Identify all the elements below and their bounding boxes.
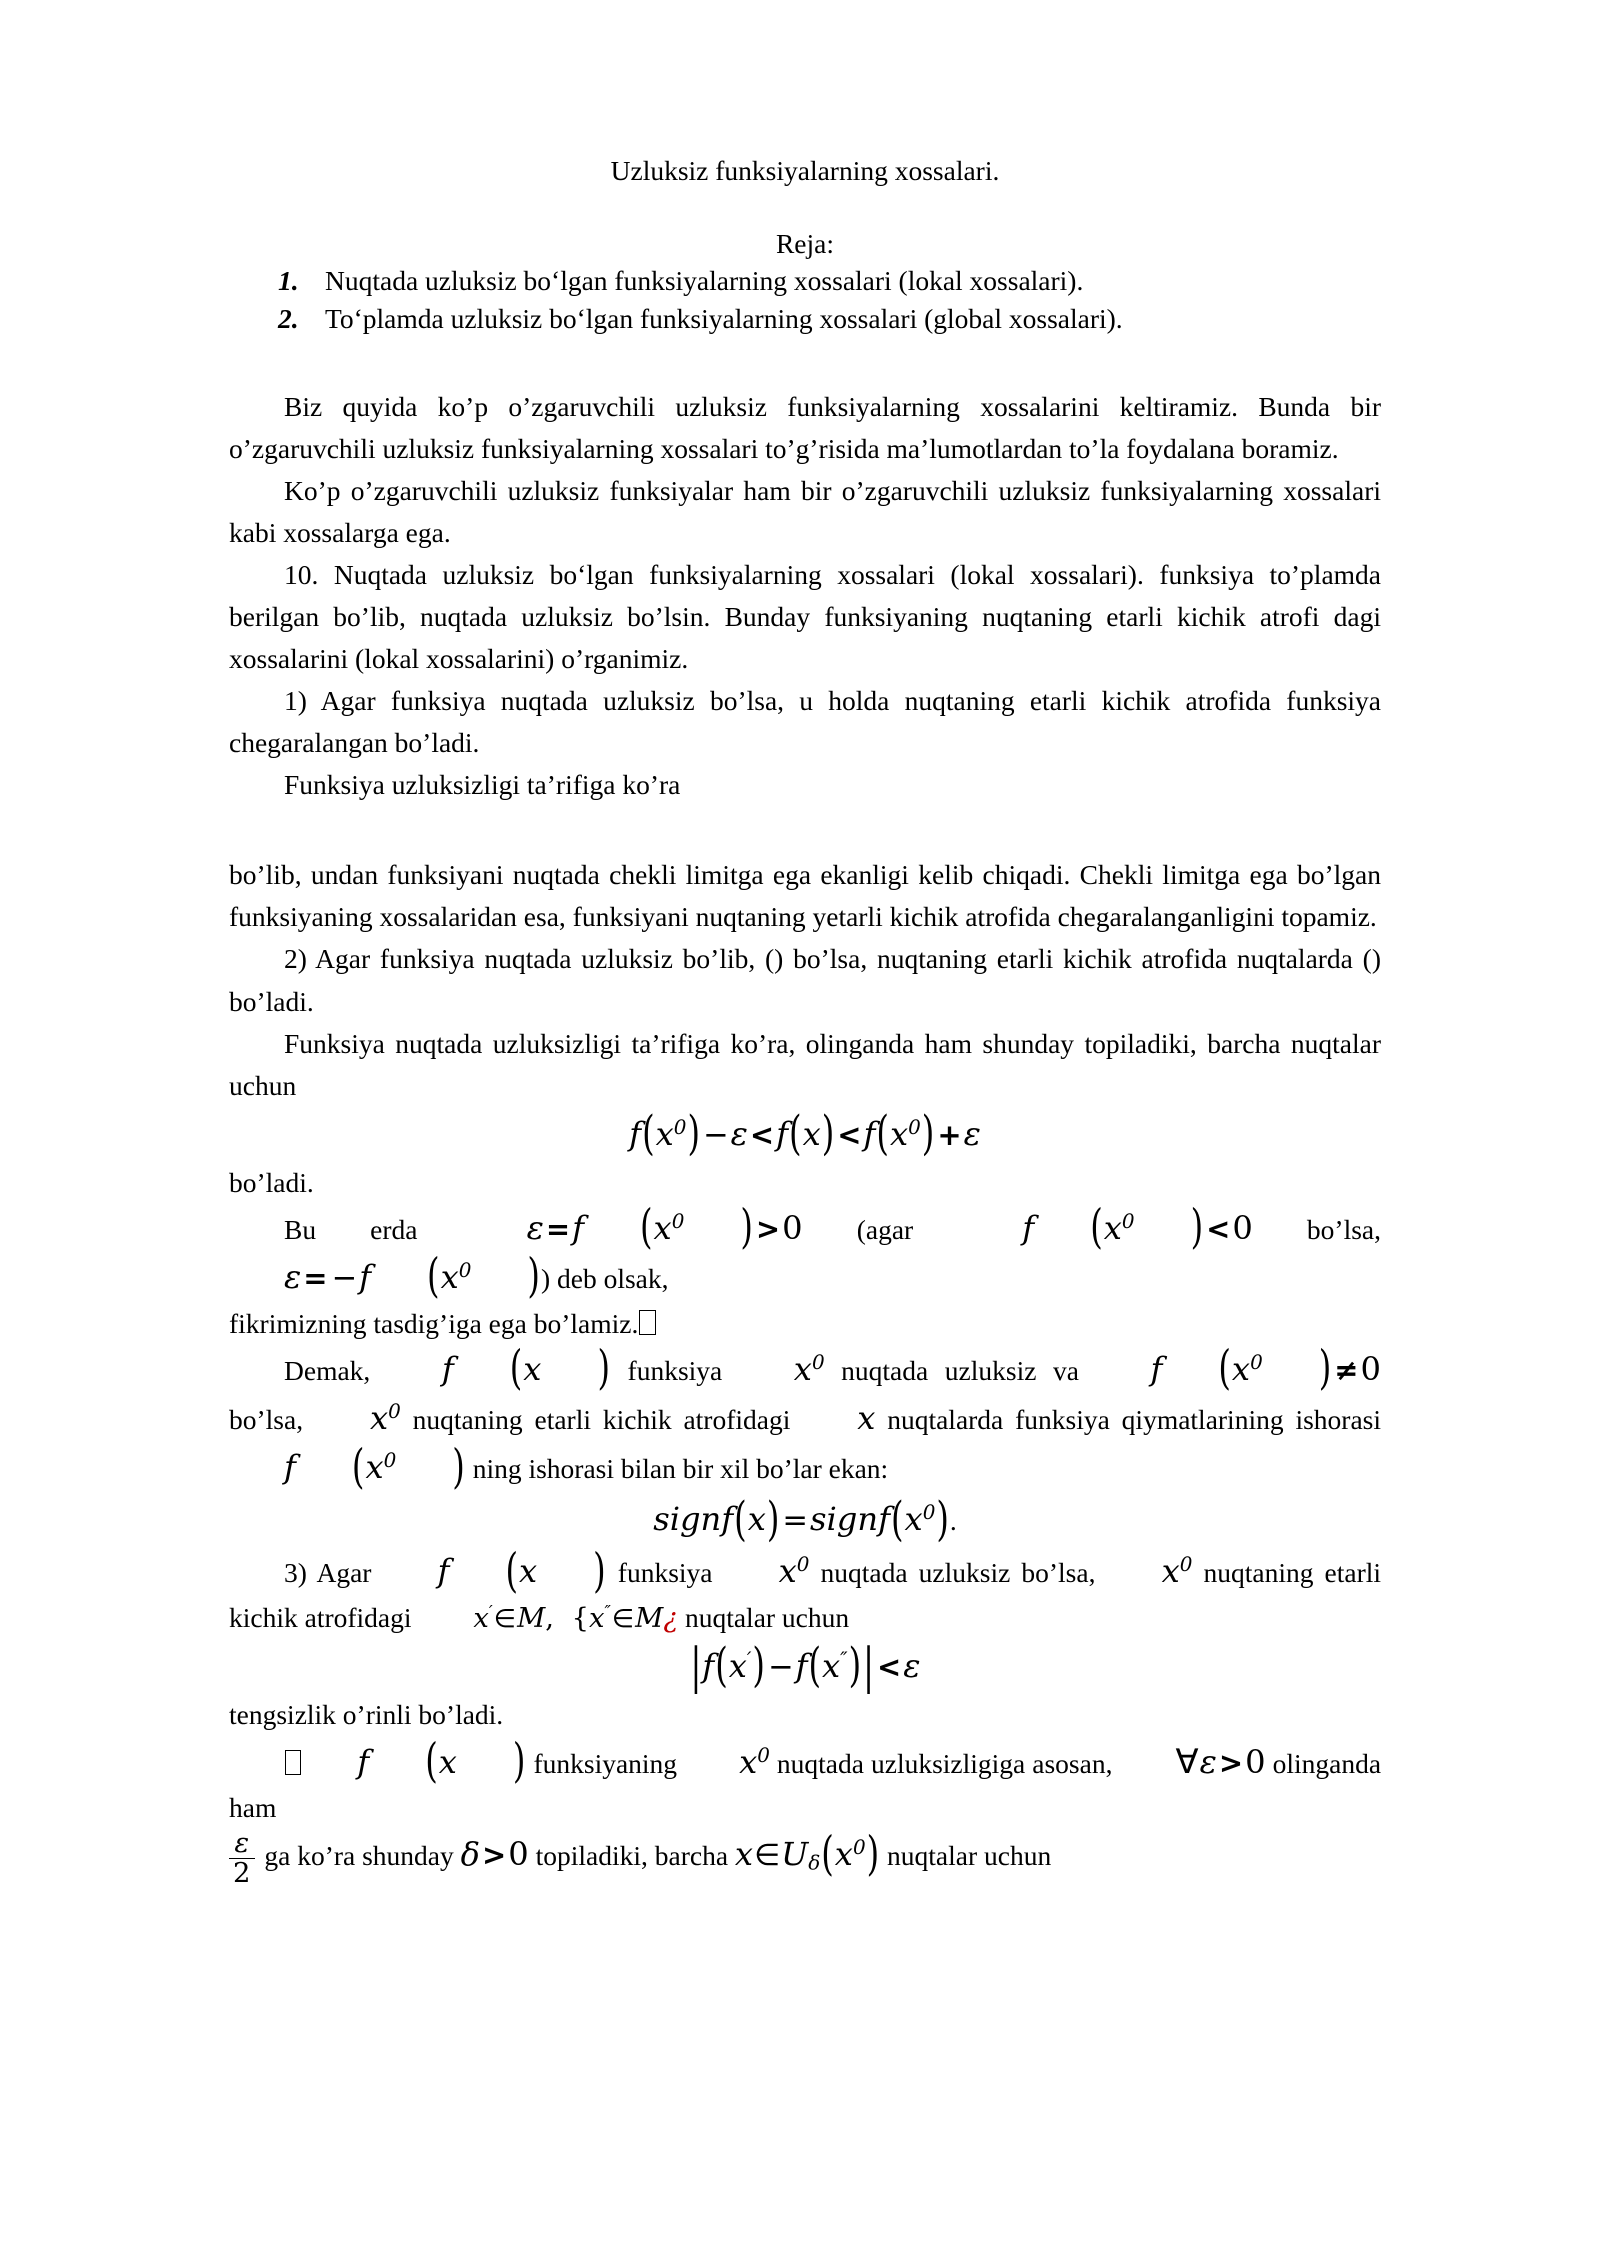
paragraph-demak: [229, 1340, 1382, 1494]
math-x-in-u-delta: $x\in U_\delta(x^0)$: [734, 1825, 880, 1881]
fraction-numerator: ε: [234, 1827, 250, 1860]
text-nuqtada-final: nuqtada uzluksizligiga asosan,: [776, 1747, 1113, 1779]
reja-list: [229, 262, 1381, 337]
text-agar: (agar: [856, 1213, 914, 1245]
math-fraction-epsilon-over-two: [229, 1829, 255, 1888]
text-topiladiki: topiladiki, barcha: [535, 1840, 729, 1872]
math-f-of-x-final: f (x ): [357, 1733, 526, 1789]
text-fikrimizning: fikrimizning tasdig’iga ega bo’lamiz.: [229, 1307, 639, 1339]
math-expression: $f(x^0)-\varepsilon<f(x) <f(x^0) +\varepsilon$: [629, 1105, 981, 1161]
math-signf: $signf(x)=signf(x^0)$: [653, 1491, 949, 1547]
math-f-x-zero: f ($x^0$ ): [284, 1438, 465, 1494]
equation-epsilon-bounds: [229, 1107, 1381, 1162]
text-funksiyaning: funksiyaning: [533, 1747, 678, 1779]
text-funksiya: funksiya: [627, 1354, 723, 1386]
text-funksiya-3: funksiya: [617, 1557, 713, 1589]
equation-period: .: [949, 1505, 957, 1537]
paragraph-section-10: 10. Nuqtada uzluksiz bo‘lgan funksiyalarning xossalari (lokal xossalari). funksiya to’plamda berilgan bo’lib, nuqtada uzluksiz bo’lsin. Bunday funksiyaning nuqtaning etarli kichik atrofi dagi xossalarini (lokal xossalarini) o’rganimiz.: [229, 558, 1381, 675]
paragraph-epsilon-def: Funksiya nuqtada uzluksizligi ta’rifiga ko’ra, olinganda ham shunday topiladiki, barcha nuqtalar uchun: [229, 1027, 1381, 1101]
math-x-zero-4: $x^0$: [1161, 1552, 1193, 1591]
paragraph-multivar: Ko’p o’zgaruvchili uzluksiz funksiyalar ham bir o’zgaruvchili uzluksiz funksiyalarning xossalari kabi xossalarga ega.: [229, 474, 1381, 548]
text-olinganda-ham: olinganda ham: [229, 1747, 1382, 1824]
list-item-marker: 1.: [278, 265, 299, 297]
text-atrofidagi: atrofidagi: [304, 1601, 412, 1633]
text-bu-erda: Bu erda: [284, 1213, 418, 1245]
document-body: [229, 150, 1381, 1888]
math-x-prime-set: x′∈M, {x″∈M¿: [473, 1601, 679, 1634]
text-3-agar: 3) Agar: [284, 1557, 372, 1589]
math-epsilon-neg: ε= −f ($x^0$ ): [284, 1248, 540, 1304]
reja-heading: Reja:: [775, 228, 835, 260]
math-x-var: x: [857, 1398, 876, 1437]
list-item-label: Nuqtada uzluksiz bo‘lgan funksiyalarning xossalari (lokal xossalari).: [325, 265, 1084, 297]
paragraph-tengsizlik: tengsizlik o’rinli bo’ladi.: [229, 1698, 504, 1730]
text-nuqtalarda-ishorasi: nuqtalarda funksiya qiymatlarining ishorasi: [887, 1403, 1381, 1435]
paragraph-boladi: bo’ladi.: [229, 1166, 314, 1198]
text-nuqtaning-3: nuqtaning etarli kichik: [229, 1557, 1382, 1633]
text-bolsa: bo’lsa,: [1306, 1213, 1381, 1245]
list-item: [229, 262, 1381, 300]
math-f-of-x-3: f (x ): [437, 1542, 606, 1599]
math-f-neq-zero: f ($x^0$ ) ≠0: [1150, 1340, 1382, 1396]
math-abs-diff: |f(x′)−f(x″)| <ε: [690, 1637, 921, 1695]
paragraph-item-1: 1) Agar funksiya nuqtada uzluksiz bo’lsa, u holda nuqtaning etarli kichik atrofida funksiya chegaralangan bo’ladi.: [229, 685, 1381, 759]
paragraph-item-3: [229, 1542, 1382, 1638]
text-ga-kora: ga ko’ra shunday: [264, 1840, 454, 1872]
spacer: [229, 191, 1381, 225]
paragraph-bu-erda: [229, 1199, 1381, 1304]
math-f-less-zero: f ($x^0$ ) <0: [1022, 1199, 1253, 1255]
text-ishorasi-bilan: ishorasi bilan bir xil bo’lar ekan:: [528, 1453, 889, 1485]
text-bolsa-2: bo’lsa,: [229, 1403, 304, 1435]
math-x-zero-2: $x^0$: [369, 1398, 401, 1437]
math-x-zero-3: $x^0$: [778, 1552, 810, 1591]
list-item-marker: 2.: [278, 303, 299, 335]
fraction-denominator: 2: [229, 1858, 255, 1888]
paragraph-final-2: [229, 1825, 1381, 1890]
missing-glyph-icon: [285, 1750, 301, 1775]
paragraph-intro: Biz quyida ko’p o’zgaruvchili uzluksiz funksiyalarning xossalarini keltiramiz. Bunda bir o’zgaruvchili uzluksiz funksiyalarning xossalari to’g’risida ma’lumotlardan to’la foydalana boramiz.: [229, 390, 1381, 464]
math-forall-epsilon: ∀ε>0: [1175, 1741, 1266, 1781]
text-etarli-kichik: etarli kichik atrofidagi: [534, 1403, 791, 1435]
equation-abs-diff: [229, 1639, 1381, 1694]
text-nuqtalar-uchun-3: nuqtalar uchun: [684, 1601, 850, 1633]
spacer: [229, 806, 1381, 854]
spacer: [229, 338, 1381, 386]
math-delta-gt-zero: δ>0: [460, 1835, 529, 1874]
math-x-zero: $x^0$: [793, 1349, 825, 1388]
math-epsilon-equals: ε=f ($x^0$ ) >0: [526, 1199, 803, 1255]
page-title: Uzluksiz funksiyalarning xossalari.: [610, 155, 1000, 186]
list-item-label: To‘plamda uzluksiz bo‘lgan funksiyalarning xossalari (global xossalari).: [325, 303, 1123, 335]
list-item: [229, 300, 1381, 338]
math-f-of-x: f (x ): [441, 1340, 610, 1396]
text-deb-olsak: ) deb olsak,: [540, 1262, 669, 1294]
text-nuqtada-3: nuqtada uzluksiz bo’lsa,: [820, 1557, 1096, 1589]
text-nuqtalar-uchun-final: nuqtalar uchun: [887, 1840, 1052, 1872]
paragraph-item-2: 2) Agar funksiya nuqtada uzluksiz bo’lib, () bo’lsa, nuqtaning etarli kichik atrofida nuqtalarda () bo’ladi.: [229, 943, 1381, 1017]
paragraph-definition-lead: Funksiya uzluksizligi ta’rifiga ko’ra: [284, 769, 681, 801]
paragraph-limit: bo’lib, undan funksiyani nuqtada chekli limitga ega ekanligi kelib chiqadi. Chekli limitga ega bo’lgan funksiyaning xossalaridan esa, funksiyani nuqtaning yetarli kichik atrofida chegaralanganligini topamiz.: [229, 859, 1381, 933]
paragraph-final: [229, 1733, 1382, 1830]
missing-glyph-icon: [639, 1310, 655, 1335]
text-demak: Demak,: [284, 1354, 371, 1386]
text-nuqtaning: nuqtaning: [412, 1403, 523, 1435]
text-ning: ning: [472, 1453, 522, 1485]
math-x-zero-final: $x^0$: [739, 1742, 770, 1781]
text-nuqtada-uzluksiz: nuqtada uzluksiz va: [841, 1354, 1079, 1386]
